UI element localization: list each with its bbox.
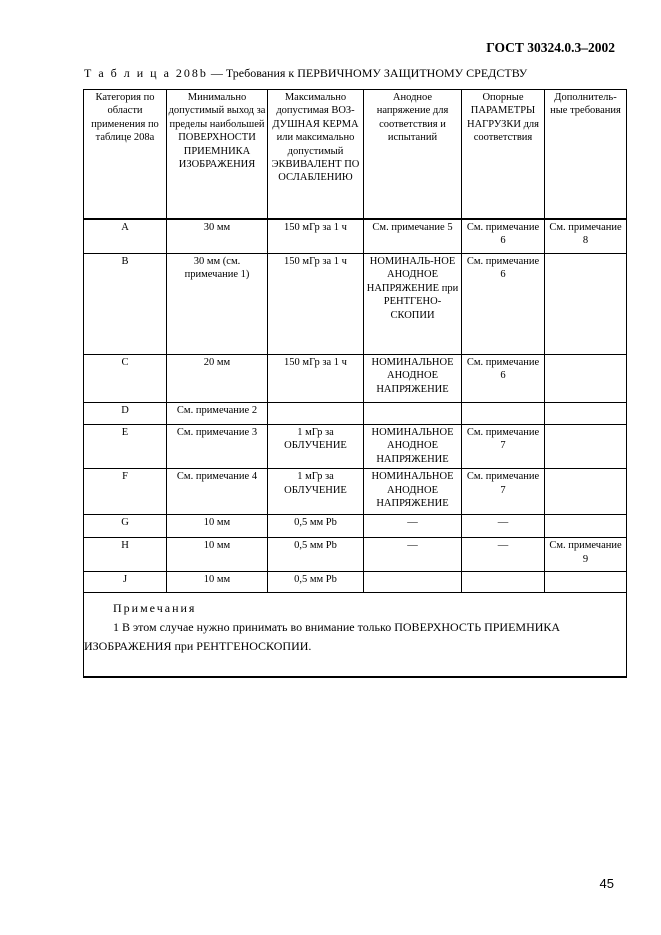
col-header-category: Категория по области применения по таблице 208а <box>84 90 167 220</box>
table-caption-prefix: Т а б л и ц а 208b <box>84 66 208 80</box>
cell-min-exit: См. примечание 3 <box>167 425 268 469</box>
cell-load-params: См. примечание 6 <box>462 254 545 355</box>
table-row <box>84 355 627 403</box>
cell-additional <box>545 425 627 469</box>
requirements-table <box>83 89 627 678</box>
cell-load-params: См. примечание 6 <box>462 355 545 403</box>
cell-min-exit: 10 мм <box>167 538 268 572</box>
cell-anode-voltage: НОМИНАЛЬНОЕ АНОДНОЕ НАПРЯЖЕНИЕ <box>364 425 462 469</box>
cell-min-exit: См. примечание 4 <box>167 469 268 515</box>
document-code: ГОСТ 30324.0.3–2002 <box>486 40 615 55</box>
cell-min-exit: 30 мм (см. примечание 1) <box>167 254 268 355</box>
cell-category: A <box>84 219 167 254</box>
table-caption <box>84 66 527 81</box>
table-row <box>84 403 627 425</box>
notes-cell <box>84 593 627 678</box>
cell-load-params: — <box>462 515 545 538</box>
cell-min-exit: См. примечание 2 <box>167 403 268 425</box>
cell-additional <box>545 469 627 515</box>
cell-category: C <box>84 355 167 403</box>
page-number: 45 <box>599 876 614 891</box>
cell-max-kerma <box>268 403 364 425</box>
cell-anode-voltage: НОМИНАЛЬНОЕ АНОДНОЕ НАПРЯЖЕНИЕ <box>364 355 462 403</box>
cell-max-kerma: 0,5 мм Pb <box>268 572 364 593</box>
cell-max-kerma: 0,5 мм Pb <box>268 515 364 538</box>
cell-additional <box>545 572 627 593</box>
cell-additional <box>545 403 627 425</box>
cell-max-kerma: 1 мГр за ОБЛУЧЕНИЕ <box>268 469 364 515</box>
cell-load-params: — <box>462 538 545 572</box>
table-caption-title: — Требования к ПЕРВИЧНОМУ ЗАЩИТНОМУ СРЕДСТВУ <box>207 66 528 80</box>
cell-anode-voltage: — <box>364 538 462 572</box>
cell-additional <box>545 355 627 403</box>
cell-category: J <box>84 572 167 593</box>
cell-additional: См. примечание 9 <box>545 538 627 572</box>
cell-anode-voltage <box>364 572 462 593</box>
col-header-max-kerma: Максимально допустимая ВОЗ-ДУШНАЯ КЕРМА или максимально допустимый ЭКВИВАЛЕНТ ПО ОСЛАБЛЕНИЮ <box>268 90 364 220</box>
table-row <box>84 538 627 572</box>
cell-max-kerma: 150 мГр за 1 ч <box>268 219 364 254</box>
cell-min-exit: 10 мм <box>167 515 268 538</box>
cell-load-params <box>462 403 545 425</box>
cell-load-params: См. примечание 6 <box>462 219 545 254</box>
cell-anode-voltage: — <box>364 515 462 538</box>
table-row <box>84 515 627 538</box>
cell-max-kerma: 150 мГр за 1 ч <box>268 355 364 403</box>
cell-max-kerma: 0,5 мм Pb <box>268 538 364 572</box>
col-header-additional: Дополнитель-ные требования <box>545 90 627 220</box>
cell-additional <box>545 254 627 355</box>
table-header-row <box>84 90 627 220</box>
table-row <box>84 469 627 515</box>
notes-row <box>84 593 627 678</box>
cell-category: D <box>84 403 167 425</box>
cell-anode-voltage <box>364 403 462 425</box>
cell-additional <box>545 515 627 538</box>
cell-category: E <box>84 425 167 469</box>
cell-anode-voltage: НОМИНАЛЬНОЕ АНОДНОЕ НАПРЯЖЕНИЕ <box>364 469 462 515</box>
notes-title: Примечания <box>113 601 197 616</box>
cell-max-kerma: 1 мГр за ОБЛУЧЕНИЕ <box>268 425 364 469</box>
cell-category: H <box>84 538 167 572</box>
cell-anode-voltage: НОМИНАЛЬ-НОЕ АНОДНОЕ НАПРЯЖЕНИЕ при РЕНТГЕНО-СКОПИИ <box>364 254 462 355</box>
cell-category: G <box>84 515 167 538</box>
table-row <box>84 572 627 593</box>
table-row <box>84 425 627 469</box>
cell-load-params: См. примечание 7 <box>462 469 545 515</box>
table-row <box>84 254 627 355</box>
cell-category: B <box>84 254 167 355</box>
cell-max-kerma: 150 мГр за 1 ч <box>268 254 364 355</box>
table-row <box>84 219 627 254</box>
cell-min-exit: 10 мм <box>167 572 268 593</box>
col-header-load-params: Опорные ПАРАМЕТРЫ НАГРУЗКИ для соответствия <box>462 90 545 220</box>
table-body <box>84 219 627 677</box>
cell-min-exit: 30 мм <box>167 219 268 254</box>
cell-min-exit: 20 мм <box>167 355 268 403</box>
cell-load-params: См. примечание 7 <box>462 425 545 469</box>
cell-anode-voltage: См. примечание 5 <box>364 219 462 254</box>
col-header-anode-voltage: Анодное напряжение для соответствия и испытаний <box>364 90 462 220</box>
cell-additional: См. примечание 8 <box>545 219 627 254</box>
cell-load-params <box>462 572 545 593</box>
col-header-min-exit: Минимально допустимый выход за пределы наибольшей ПОВЕРХНОСТИ ПРИЕМНИКА ИЗОБРАЖЕНИЯ <box>167 90 268 220</box>
cell-category: F <box>84 469 167 515</box>
note-item: 1 В этом случае нужно принимать во внимание только ПОВЕРХНОСТЬ ПРИЕМНИКА ИЗОБРАЖЕНИЯ при РЕНТГЕНОСКОПИИ. <box>84 620 561 654</box>
